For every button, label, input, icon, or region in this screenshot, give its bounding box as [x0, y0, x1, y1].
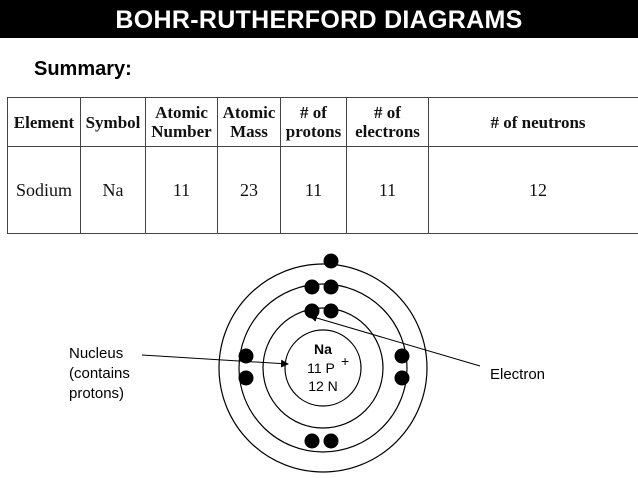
electron: [305, 434, 320, 449]
nucleus-label-line3: protons): [69, 385, 125, 402]
header-neutrons: # of neutrons: [429, 98, 638, 147]
nucleus-neutrons: 12 N: [308, 378, 338, 394]
electron: [324, 434, 339, 449]
header-electrons: # of electrons: [347, 98, 429, 147]
cell-atomic-number: 11: [146, 147, 218, 234]
electron: [324, 280, 339, 295]
header-element: Element: [8, 98, 81, 147]
nucleus-protons: 11 P: [307, 360, 335, 376]
cell-electrons: 11: [347, 147, 429, 234]
summary-heading: Summary:: [34, 58, 132, 80]
electron: [324, 304, 339, 319]
nucleus-protons-charge: +: [341, 353, 350, 369]
cell-protons: 11: [281, 147, 347, 234]
header-atomic-mass: Atomic Mass: [218, 98, 281, 147]
electron: [324, 254, 339, 269]
electron: [305, 280, 320, 295]
nucleus-label-line1: Nucleus: [69, 345, 124, 362]
cell-atomic-mass: 23: [218, 147, 281, 234]
nucleus-pointer-arrow: [142, 355, 288, 364]
header-protons: # of protons: [281, 98, 347, 147]
nucleus-symbol: Na: [314, 341, 332, 357]
cell-symbol: Na: [81, 147, 146, 234]
header-symbol: Symbol: [81, 98, 146, 147]
cell-element: Sodium: [8, 147, 81, 234]
electron: [239, 371, 254, 386]
header-atomic-number: Atomic Number: [146, 98, 218, 147]
page-title: BOHR-RUTHERFORD DIAGRAMS: [115, 6, 523, 34]
nucleus-label-line2: (contains: [69, 365, 130, 382]
electron-label: Electron: [490, 366, 546, 383]
electron: [395, 371, 410, 386]
cell-neutrons: 12: [429, 147, 638, 234]
electron: [395, 349, 410, 364]
